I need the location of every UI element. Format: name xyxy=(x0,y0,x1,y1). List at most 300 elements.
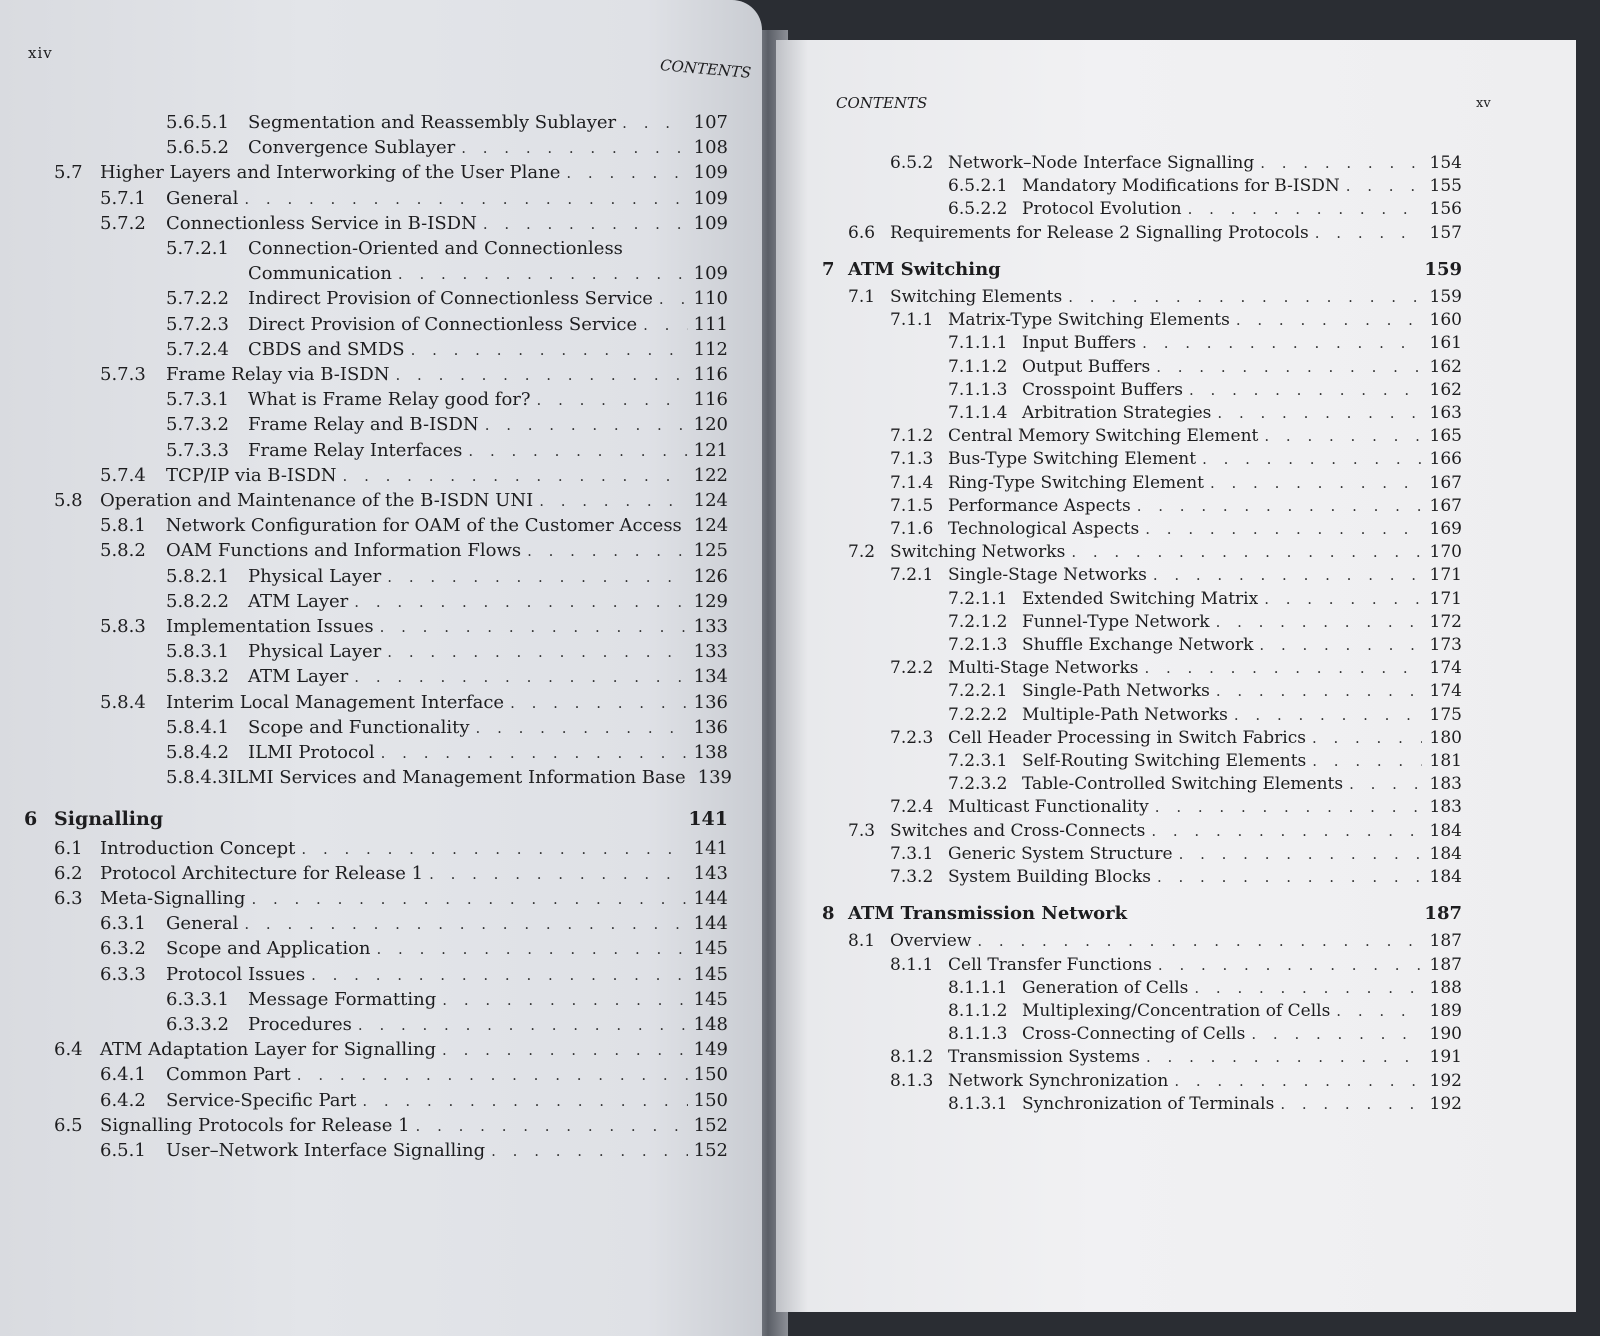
toc-entry xyxy=(948,379,1462,401)
toc-entry-page: 136 xyxy=(693,691,728,713)
toc-entry-page: 109 xyxy=(693,263,728,285)
toc-entry xyxy=(948,1000,1462,1022)
toc-entry xyxy=(890,796,1462,818)
dot-leader xyxy=(537,389,688,411)
toc-entry-page: 145 xyxy=(693,938,728,960)
dot-leader xyxy=(1259,634,1422,656)
toc-entry xyxy=(54,1039,728,1061)
toc-entry-number: 8.1.3.1 xyxy=(948,1093,1008,1114)
toc-entry xyxy=(100,1064,728,1086)
toc-entry-number: 5.7.3.3 xyxy=(166,439,229,461)
toc-entry-number: 8.1 xyxy=(848,931,876,952)
toc-entry xyxy=(948,634,1462,656)
toc-entry-page: 184 xyxy=(1429,867,1462,887)
toc-entry-title: Central Memory Switching Element xyxy=(948,426,1259,447)
toc-entry-number: 7.1.1.2 xyxy=(948,356,1008,377)
toc-entry-number: 5.8.3.2 xyxy=(166,666,229,688)
dot-leader xyxy=(539,490,687,512)
toc-entry-page: 165 xyxy=(1429,426,1462,447)
toc-entry-number: 7.1.1.1 xyxy=(948,333,1008,354)
toc-entry-number: 7.1.6 xyxy=(890,519,934,539)
toc-entry-page: 144 xyxy=(693,913,728,935)
toc-entry xyxy=(948,198,1462,220)
dot-leader xyxy=(1336,1000,1422,1022)
dot-leader xyxy=(510,692,688,714)
toc-entry-page: 188 xyxy=(1429,977,1462,998)
toc-entry xyxy=(100,938,728,960)
toc-entry-title: Matrix-Type Switching Elements xyxy=(948,310,1230,331)
toc-entry xyxy=(848,930,1462,952)
page-number: xiv xyxy=(28,44,53,62)
toc-entry xyxy=(100,964,728,986)
toc-entry-number: 5.8.4 xyxy=(100,691,146,713)
toc-entry-title: Introduction Concept xyxy=(100,837,296,859)
toc-entry xyxy=(166,389,728,411)
toc-entry xyxy=(100,913,728,935)
toc-entry-title: Direct Provision of Connectionless Service xyxy=(248,313,638,335)
toc-entry-title: Network Synchronization xyxy=(948,1070,1169,1091)
toc-entry-title: Cell Header Processing in Switch Fabrics xyxy=(948,727,1306,748)
dot-leader xyxy=(461,137,687,159)
toc-entry-number: 6.5 xyxy=(54,1114,83,1136)
toc-entry-title: Network Configuration for OAM of the Customer Access xyxy=(165,515,682,537)
toc-entry-title: Technological Aspects xyxy=(948,519,1140,539)
toc-entry xyxy=(890,472,1462,494)
toc-entry-title: Single-Stage Networks xyxy=(948,565,1147,586)
dot-leader xyxy=(387,566,687,588)
toc-entry-title: Protocol Architecture for Release 1 xyxy=(100,862,424,884)
toc-entry-page: 152 xyxy=(693,1114,728,1136)
dot-leader xyxy=(1153,564,1422,586)
toc-entry-number: 6.5.2 xyxy=(890,153,934,173)
toc-entry-number: 8.1.2 xyxy=(890,1047,934,1068)
dot-leader xyxy=(476,717,688,739)
toc-entry-page: 170 xyxy=(1429,542,1462,563)
toc-entry-page: 192 xyxy=(1429,1093,1462,1114)
dot-leader xyxy=(297,1064,688,1086)
toc-entry-number: 6.3.3 xyxy=(100,963,146,985)
toc-entry-number: 5.6.5.1 xyxy=(166,112,229,133)
dot-leader xyxy=(1216,680,1422,702)
toc-entry-title: Implementation Issues xyxy=(166,616,374,637)
toc-entry-page: 109 xyxy=(693,187,728,209)
dot-leader xyxy=(411,339,688,361)
toc-entry-title: Input Buffers xyxy=(1022,333,1137,354)
toc-entry-number: 6.3.3.1 xyxy=(166,988,229,1010)
dot-leader xyxy=(1158,954,1422,976)
toc-entry-title: Procedures xyxy=(248,1014,352,1035)
toc-entry-title: Arbitration Strategies xyxy=(1022,403,1212,423)
dot-leader xyxy=(354,666,687,688)
dot-leader xyxy=(380,616,688,638)
toc-entry xyxy=(100,692,728,714)
dot-leader xyxy=(1349,773,1422,795)
toc-chapter xyxy=(24,808,728,831)
toc-entry-number: 5.8.4.1 xyxy=(166,716,229,738)
toc-entry-page: 189 xyxy=(1429,1001,1462,1021)
toc-entry xyxy=(166,137,728,159)
toc-entry xyxy=(890,1046,1462,1068)
toc-entry-page: 116 xyxy=(693,389,728,411)
toc-entry-page: 180 xyxy=(1429,727,1462,748)
toc-entry xyxy=(890,866,1462,888)
dot-leader xyxy=(1312,727,1422,749)
toc-entry-page: 192 xyxy=(1429,1070,1462,1091)
toc-entry-title: General xyxy=(166,187,239,209)
toc-entry xyxy=(100,188,728,210)
toc-entry-title: ATM Adaptation Layer for Signalling xyxy=(100,1039,437,1061)
toc-entry-page: 141 xyxy=(688,808,728,831)
toc-entry-number: 8 xyxy=(822,903,835,925)
toc-entry-number: 5.8.3.1 xyxy=(166,641,229,663)
toc-entry-number: 5.7.4 xyxy=(100,464,146,486)
toc-entry-page: 160 xyxy=(1429,310,1462,331)
toc-entry xyxy=(890,448,1462,470)
toc-entry xyxy=(848,222,1462,244)
dot-leader xyxy=(398,263,688,285)
toc-entry-page: 162 xyxy=(1429,356,1462,377)
toc-entry xyxy=(848,820,1462,842)
toc-entry-number: 7.2.3.1 xyxy=(948,751,1008,771)
toc-entry-title: Transmission Systems xyxy=(948,1047,1141,1068)
toc-entry-number: 6.3.3.2 xyxy=(166,1014,229,1035)
toc-entry xyxy=(100,1140,728,1162)
dot-leader xyxy=(1264,588,1422,610)
toc-entry-page: 144 xyxy=(693,888,728,909)
toc-entry-page: 136 xyxy=(693,716,728,738)
toc-entry-number: 8.1.1.2 xyxy=(948,1001,1008,1021)
toc-entry-page: 124 xyxy=(693,515,729,537)
dot-leader xyxy=(1194,977,1422,999)
toc-entry xyxy=(948,332,1462,354)
toc-entry xyxy=(948,611,1462,633)
dot-leader xyxy=(566,162,687,184)
dot-leader xyxy=(301,838,687,860)
toc-entry-page: 174 xyxy=(1429,658,1462,679)
toc-entry-page: 171 xyxy=(1429,588,1462,609)
toc-entry-page: 191 xyxy=(1429,1047,1462,1068)
toc-entry-number: 8.1.3 xyxy=(890,1070,934,1091)
toc-entry-title: Cross-Connecting of Cells xyxy=(1022,1024,1246,1045)
toc-entry-title: CBDS and SMDS xyxy=(248,338,405,360)
toc-entry-number: 5.7.2.1 xyxy=(166,238,229,259)
toc-entry xyxy=(54,838,728,860)
toc-entry-title: Bus-Type Switching Element xyxy=(948,449,1197,470)
toc-entry xyxy=(948,704,1462,726)
toc-entry-page: 109 xyxy=(693,212,728,234)
toc-entry-page: 155 xyxy=(1429,176,1462,197)
toc-entry-title: ILMI Protocol xyxy=(248,742,375,763)
dot-leader xyxy=(1280,1093,1422,1115)
toc-entry-number: 7.2.1 xyxy=(890,565,934,586)
toc-entry-page: 141 xyxy=(693,837,728,859)
toc-entry xyxy=(54,162,728,184)
toc-entry-title: Generation of Cells xyxy=(1022,977,1189,998)
toc-entry xyxy=(166,112,728,134)
toc-entry-number: 5.6.5.2 xyxy=(166,137,229,159)
toc-entry-title: Segmentation and Reassembly Sublayer xyxy=(248,112,617,133)
toc-entry-title: Switching Elements xyxy=(890,287,1063,307)
toc-entry xyxy=(166,989,728,1011)
dot-leader xyxy=(1157,866,1422,888)
dot-leader xyxy=(442,1039,688,1061)
toc-entry xyxy=(166,440,728,462)
toc-entry-number: 7.2.4 xyxy=(890,797,934,818)
toc-entry xyxy=(166,238,728,260)
dot-leader xyxy=(1156,356,1422,378)
toc-entry xyxy=(100,1090,728,1112)
toc-entry-page: 169 xyxy=(1429,519,1462,539)
toc-entry xyxy=(948,750,1462,772)
toc-entry-number: 6 xyxy=(24,808,38,831)
toc-entry-title: Generic System Structure xyxy=(948,843,1173,864)
dot-leader xyxy=(1189,379,1422,401)
toc-entry-page: 148 xyxy=(693,1014,728,1035)
toc-entry-page: 163 xyxy=(1429,403,1462,423)
toc-entry xyxy=(166,767,732,789)
dot-leader xyxy=(527,540,688,562)
toc-entry-number: 6.3.2 xyxy=(100,938,146,960)
toc-entry-number: 7.2 xyxy=(848,542,876,563)
toc-entry-number: 5.7.2.4 xyxy=(166,338,229,360)
toc-entry-page: 139 xyxy=(697,767,732,789)
toc-entry-number: 7.3 xyxy=(848,820,876,841)
toc-entry-page: 145 xyxy=(693,963,728,985)
toc-entry xyxy=(948,773,1462,795)
running-head: CONTENTS xyxy=(836,94,928,112)
toc-entry-title: Cell Transfer Functions xyxy=(948,954,1152,975)
toc-entry-title: Network–Node Interface Signalling xyxy=(948,153,1255,173)
dot-leader xyxy=(1146,1046,1422,1068)
toc-entry-page: 167 xyxy=(1429,495,1462,516)
dot-leader xyxy=(643,314,688,336)
dot-leader xyxy=(1236,309,1422,331)
toc-entry xyxy=(54,1115,728,1137)
toc-entry-title: System Building Blocks xyxy=(948,867,1151,887)
dot-leader xyxy=(1260,152,1422,174)
toc-entry-page: 133 xyxy=(693,641,728,663)
toc-entry-number: 6.4.1 xyxy=(100,1064,146,1086)
toc-entry-page: 172 xyxy=(1429,611,1462,632)
dot-leader xyxy=(362,1090,687,1112)
dot-leader xyxy=(622,112,687,134)
dot-leader xyxy=(1174,1070,1422,1092)
toc-entry-number: 5.7.3.1 xyxy=(166,389,229,411)
toc-entry xyxy=(948,402,1462,424)
toc-entry-page: 111 xyxy=(693,313,728,335)
toc-entry-title: Synchronization of Terminals xyxy=(1022,1093,1275,1114)
toc-entry-number: 5.8.2 xyxy=(100,540,146,562)
toc-entry xyxy=(848,286,1462,308)
toc-entry-title: Protocol Issues xyxy=(166,963,306,985)
toc-entry-title: Self-Routing Switching Elements xyxy=(1022,751,1307,771)
toc-entry-title: Connection-Oriented and Connectionless xyxy=(248,238,623,259)
toc-entry-title: Multi-Stage Networks xyxy=(948,658,1139,679)
dot-leader xyxy=(1210,472,1422,494)
toc-entry-page: 183 xyxy=(1429,797,1462,818)
dot-leader xyxy=(1071,541,1422,563)
toc-entry-number: 5.7.2 xyxy=(100,212,146,234)
toc-entry-number: 6.4 xyxy=(54,1039,83,1061)
dot-leader xyxy=(1155,796,1422,818)
toc-entry-number: 6.3.1 xyxy=(100,913,146,935)
toc-entry-title: ATM Switching xyxy=(848,258,1001,280)
dot-leader xyxy=(416,1115,688,1137)
dot-leader xyxy=(1144,657,1422,679)
toc-entry-number: 8.1.1 xyxy=(890,954,934,975)
toc-entry-page: 125 xyxy=(693,540,728,562)
toc-entry-page: 159 xyxy=(1429,287,1462,307)
running-head: CONTENTS xyxy=(659,56,752,82)
toc-entry-title: User–Network Interface Signalling xyxy=(166,1140,486,1161)
toc-entry-number: 6.2 xyxy=(54,862,83,884)
toc-entry-page: 187 xyxy=(1424,903,1462,925)
toc-entry xyxy=(948,356,1462,378)
toc-entry xyxy=(166,742,728,764)
page-number: xv xyxy=(1476,96,1491,111)
toc-entry xyxy=(100,515,728,537)
toc-entry-number: 6.3 xyxy=(54,888,83,909)
toc-entry-page: 184 xyxy=(1429,843,1462,864)
toc-entry xyxy=(890,309,1462,331)
toc-entry-number: 5.8.4.3 xyxy=(166,767,229,789)
toc-entry-number: 7.2.3 xyxy=(890,727,934,748)
toc-entry-number: 5.8.3 xyxy=(100,616,146,637)
toc-entry-title: Crosspoint Buffers xyxy=(1022,379,1183,400)
toc-entry xyxy=(166,666,728,688)
toc-entry-number: 7.1.4 xyxy=(890,472,934,493)
toc-entry-number: 7.3.2 xyxy=(890,867,934,887)
toc-entry-title: Physical Layer xyxy=(248,641,382,663)
toc-entry xyxy=(166,641,728,663)
toc-entry-page: 110 xyxy=(693,288,728,310)
toc-entry-number: 7.1.1.4 xyxy=(948,403,1008,423)
toc-entry-number: 7.2.2 xyxy=(890,658,934,679)
toc-entry-title: Scope and Application xyxy=(166,938,371,960)
toc-entry-number: 7.1.1.3 xyxy=(948,379,1008,400)
toc-entry xyxy=(166,314,728,336)
toc-entry-page: 167 xyxy=(1429,472,1462,493)
dot-leader xyxy=(1142,332,1422,354)
toc-entry-number: 6.5.2.2 xyxy=(948,199,1008,220)
toc-entry xyxy=(948,977,1462,999)
dot-leader xyxy=(354,591,687,613)
toc-entry-title: Interim Local Management Interface xyxy=(166,691,505,713)
toc-entry xyxy=(166,591,728,613)
dot-leader xyxy=(1264,425,1422,447)
dot-leader xyxy=(1145,518,1422,540)
toc-entry-title: Frame Relay Interfaces xyxy=(248,439,463,461)
toc-entry xyxy=(948,1023,1462,1045)
toc-entry xyxy=(948,175,1462,197)
toc-entry-title: OAM Functions and Information Flows xyxy=(166,540,522,562)
dot-leader xyxy=(483,213,688,235)
toc-entry-title: Mandatory Modifications for B-ISDN xyxy=(1022,176,1340,197)
toc-entry-title: Switches and Cross-Connects xyxy=(890,820,1146,841)
dot-leader xyxy=(1068,286,1422,308)
toc-entry-title: Operation and Maintenance of the B-ISDN UNI xyxy=(100,490,534,511)
toc-entry-number: 5.8.2.2 xyxy=(166,590,229,612)
toc-entry-title: Performance Aspects xyxy=(948,495,1131,516)
toc-entry xyxy=(890,564,1462,586)
toc-entry-page: 150 xyxy=(693,1089,728,1111)
toc-entry-title: ATM Transmission Network xyxy=(848,903,1128,925)
toc-entry-title: Meta-Signalling xyxy=(100,888,246,909)
dot-leader xyxy=(485,414,688,436)
toc-entry-number: 5.7.3 xyxy=(100,364,146,385)
toc-entry xyxy=(890,657,1462,679)
toc-entry-number: 7.1 xyxy=(848,287,876,307)
dot-leader xyxy=(1346,175,1422,197)
dot-leader xyxy=(977,930,1422,952)
toc-entry-page: 156 xyxy=(1429,199,1462,220)
dot-leader xyxy=(1234,704,1422,726)
toc-entry-title: Convergence Sublayer xyxy=(248,137,456,159)
toc-entry-number: 5.8 xyxy=(54,490,83,511)
toc-entry-page: 184 xyxy=(1429,820,1462,841)
toc-entry-page: 122 xyxy=(693,464,728,486)
dot-leader xyxy=(251,888,687,910)
toc-entry-title: Frame Relay via B-ISDN xyxy=(166,364,390,385)
toc-entry-title: Switching Networks xyxy=(890,542,1066,563)
toc-entry-number: 5.7.2.2 xyxy=(166,288,229,310)
toc-entry-page: 133 xyxy=(693,616,728,637)
toc-entry xyxy=(890,495,1462,517)
toc-entry-title: ATM Layer xyxy=(248,666,349,688)
toc-entry-page: 161 xyxy=(1429,333,1462,354)
toc-entry-page: 107 xyxy=(693,112,728,133)
toc-entry-number: 5.8.1 xyxy=(100,515,146,537)
toc-entry-title: ILMI Services and Management Information Base xyxy=(228,767,686,789)
toc-entry-number: 6.4.2 xyxy=(100,1089,146,1111)
dot-leader xyxy=(387,641,687,663)
toc-entry-number: 7.1.5 xyxy=(890,495,934,516)
right-page xyxy=(776,40,1576,1312)
toc-entry-number: 7.2.3.2 xyxy=(948,774,1008,795)
dot-leader xyxy=(1315,222,1422,244)
toc-entry xyxy=(166,339,728,361)
toc-entry xyxy=(166,263,728,285)
toc-entry xyxy=(100,465,728,487)
toc-entry-page: 175 xyxy=(1429,704,1462,725)
dot-leader xyxy=(442,989,687,1011)
toc-entry-title: Ring-Type Switching Element xyxy=(948,472,1204,493)
toc-entry-number: 6.1 xyxy=(54,837,83,859)
dot-leader xyxy=(396,364,688,386)
toc-entry-number: 6.6 xyxy=(848,222,876,243)
dot-leader xyxy=(1251,1023,1422,1045)
toc-entry-title: Connectionless Service in B-ISDN xyxy=(166,212,477,234)
toc-entry-number: 7.2.2.2 xyxy=(948,704,1008,725)
toc-entry-title: Single-Path Networks xyxy=(1022,681,1210,702)
toc-entry-number: 7.2.1.1 xyxy=(948,588,1008,609)
toc-entry xyxy=(890,518,1462,540)
toc-entry-number: 5.7.2.3 xyxy=(166,313,229,335)
toc-entry-title: Higher Layers and Interworking of the User Plane xyxy=(100,162,561,184)
toc-entry-number: 5.8.4.2 xyxy=(166,742,229,763)
toc-entry-number: 7.2.2.1 xyxy=(948,681,1008,702)
toc-entry-number: 7.1.1 xyxy=(890,310,934,331)
toc-entry-title: ATM Layer xyxy=(248,590,349,612)
toc-entry xyxy=(166,717,728,739)
toc-entry-page: 187 xyxy=(1429,954,1462,975)
dot-leader xyxy=(491,1140,688,1162)
toc-entry-title: Service-Specific Part xyxy=(166,1089,357,1111)
dot-leader xyxy=(1216,611,1422,633)
toc-entry-title: Extended Switching Matrix xyxy=(1022,588,1259,609)
dot-leader xyxy=(377,938,688,960)
dot-leader xyxy=(358,1014,688,1036)
